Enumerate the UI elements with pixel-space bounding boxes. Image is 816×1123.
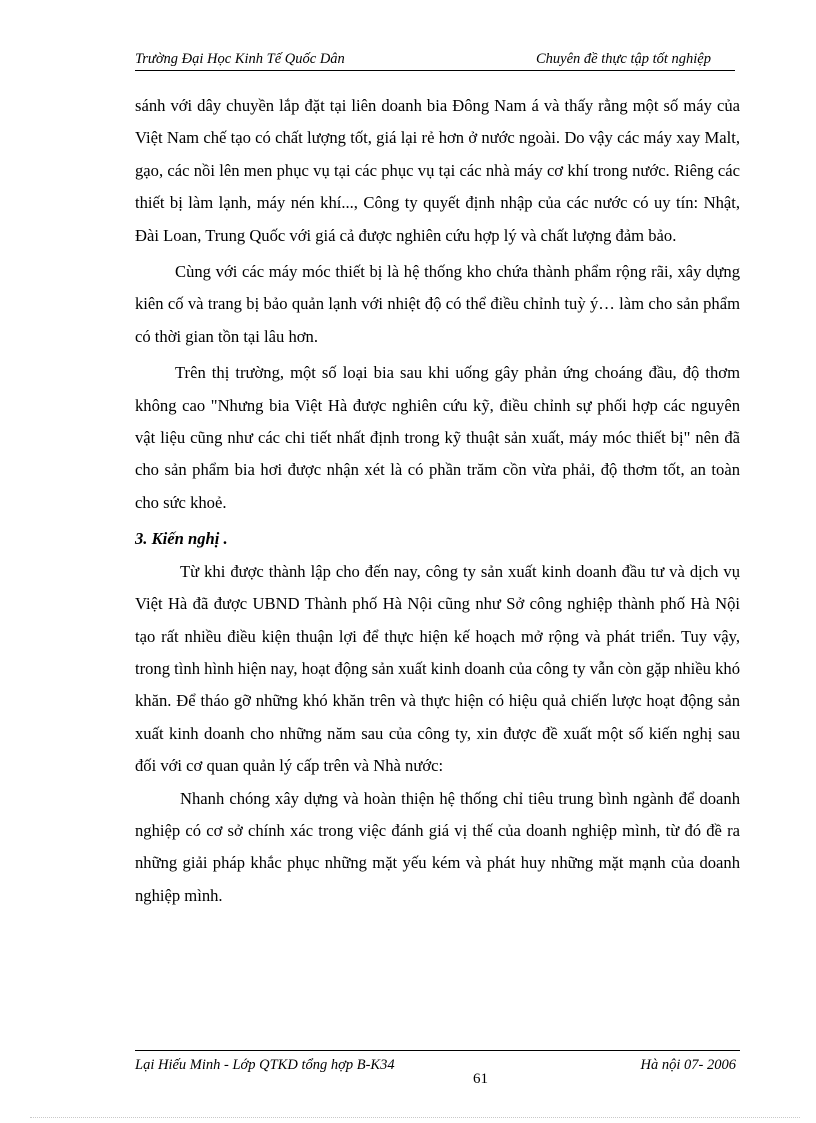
paragraph-company-history: Từ khi được thành lập cho đến nay, công ty sản xuất kinh doanh đầu tư và dịch vụ Việt Hà đã được UBND Thành phố Hà Nội cũng như Sở công nghiệp thành phố Hà Nội tạo rất nhiều điều kiện thuận lợi để thực hiện kế hoạch mở rộng và phát triển. Tuy vậy, trong tình hình hiện nay, hoạt động sản xuất kinh doanh của công ty vẫn còn gặp nhiều khó khăn. Để tháo gỡ những khó khăn trên và thực hiện có hiệu quả chiến lược hoạt động sản xuất kinh doanh cho những năm sau của công ty, xin được đề xuất một số kiến nghị sau đối với cơ quan quản lý cấp trên và Nhà nước:	[135, 561, 740, 776]
footer-author: Lại Hiếu Minh - Lớp QTKD tổng hợp B-K34	[135, 1057, 395, 1073]
page-bottom-divider	[30, 1117, 800, 1118]
header-report-title: Chuyên đề thực tập tốt nghiệp	[535, 51, 711, 67]
page-number: 61	[473, 1071, 488, 1087]
footer-date: Hà nội 07- 2006	[640, 1057, 736, 1073]
page-footer	[135, 1050, 740, 1091]
document-body	[135, 90, 740, 912]
paragraph-recommendation-1: Nhanh chóng xây dựng và hoàn thiện hệ thống chỉ tiêu trung bình ngành để doanh nghiệp có cơ sở chính xác trong việc đánh giá vị thế của doanh nghiệp mình, từ đó đề ra những giải pháp khắc phục những mặt yếu kém và phát huy những mặt mạnh của doanh nghiệp mình.	[135, 788, 740, 905]
header-school-name: Trường Đại Học Kinh Tế Quốc Dân	[135, 51, 345, 67]
paragraph-product-quality: Trên thị trường, một số loại bia sau khi uống gây phản ứng choáng đầu, độ thơm không cao "Nhưng bia Việt Hà được nghiên cứu kỹ, điều chỉnh sự phối hợp các nguyên vật liệu cũng như các chi tiết nhất định trong kỹ thuật sản xuất, máy móc thiết bị" nên đã cho sản phẩm bia hơi được nhận xét là có phần trăm cồn vừa phải, độ thơm tốt, an toàn cho sức khoẻ.	[135, 363, 740, 512]
paragraph-storage-facilities: Cùng với các máy móc thiết bị là hệ thống kho chứa thành phẩm rộng rãi, xây dựng kiên cố và trang bị bảo quản lạnh với nhiệt độ có thể điều chỉnh tuỳ ý… làm cho sản phẩm có thời gian tồn tại lâu hơn.	[135, 262, 740, 346]
section-heading-recommendations: 3. Kiến nghị .	[135, 529, 228, 549]
paragraph-equipment-comparison: sánh với dây chuyền lắp đặt tại liên doanh bia Đông Nam á và thấy rằng một số máy của Việt Nam chế tạo có chất lượng tốt, giá lại rẻ hơn ở nước ngoài. Do vậy các máy xay Malt, gạo, các nồi lên men phục vụ tại các phục vụ tại các nhà máy cơ khí trong nước. Riêng các thiết bị làm lạnh, máy nén khí..., Công ty quyết định nhập của các nước có uy tín: Nhật, Đài Loan, Trung Quốc với giá cả được nghiên cứu hợp lý và chất lượng đảm bảo.	[135, 96, 740, 245]
page-header	[135, 50, 735, 71]
